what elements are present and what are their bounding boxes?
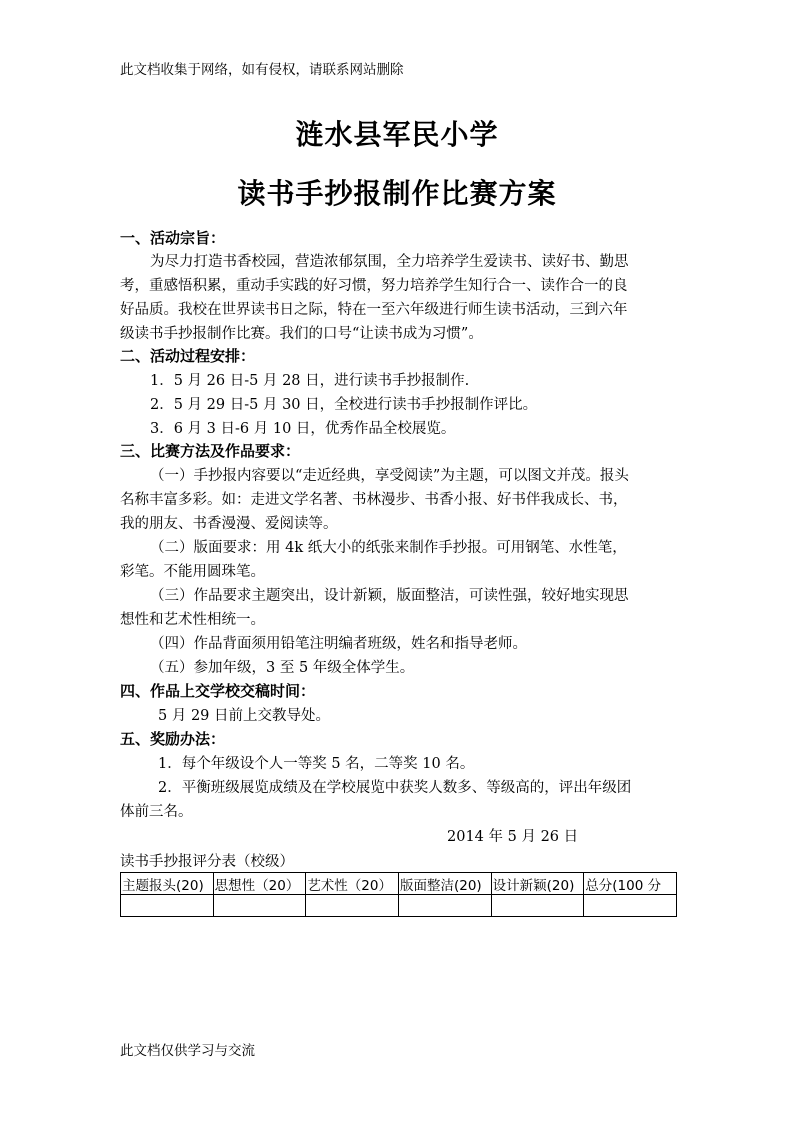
list-item: 2．平衡班级展览成绩及在学校展览中获奖人数多、等级高的，评出年级团 — [158, 780, 632, 796]
table-cell — [121, 895, 214, 917]
footer-note: 此文档仅供学习与交流 — [120, 1043, 255, 1059]
paragraph-line: 级读书手抄报制作比赛。我们的口号“让读书成为习惯”。 — [120, 326, 483, 342]
table-cell — [584, 895, 677, 917]
paragraph-line: （三）作品要求主题突出，设计新颖，版面整洁，可读性强，较好地实现思 — [150, 588, 629, 604]
paragraph-line: 5 月 29 日前上交教导处。 — [158, 708, 331, 724]
paragraph-line: 彩笔。不能用圆珠笔。 — [120, 564, 265, 580]
table-cell — [306, 895, 399, 917]
table-caption: 读书手抄报评分表（校级） — [120, 854, 294, 870]
score-table — [120, 872, 677, 917]
paragraph-line: 我的朋友、书香漫漫、爱阅读等。 — [120, 516, 338, 532]
table-header-cell: 主题报头(20) — [121, 873, 214, 895]
table-cell — [491, 895, 584, 917]
header-note: 此文档收集于网络，如有侵权，请联系网站删除 — [120, 62, 404, 78]
table-header-row — [121, 873, 677, 895]
section-heading-requirements: 三、比赛方法及作品要求： — [120, 442, 301, 460]
table-cell — [213, 895, 306, 917]
table-header-cell: 总分(100 分 — [584, 873, 677, 895]
table-cell — [398, 895, 491, 917]
paragraph-line: 考，重感悟积累，重动手实践的好习惯，努力培养学生知行合一、读作合一的良 — [120, 278, 628, 294]
paragraph-line: 好品质。我校在世界读书日之际，特在一至六年级进行师生读书活动，三到六年 — [120, 302, 628, 318]
section-heading-awards: 五、奖励办法： — [120, 730, 226, 748]
table-header-cell: 思想性（20） — [213, 873, 306, 895]
list-item: 2．5 月 29 日-5 月 30 日，全校进行读书手抄报制作评比。 — [150, 397, 538, 413]
paragraph-line: （二）版面要求：用 4k 纸大小的纸张来制作手抄报。可用钢笔、水性笔， — [150, 540, 627, 556]
paragraph-line: （一）手抄报内容要以“走近经典，享受阅读”为主题，可以图文并茂。报头 — [150, 468, 629, 484]
paragraph-line: 想性和艺术性相统一。 — [120, 612, 265, 628]
school-title: 涟水县军民小学 — [295, 118, 499, 151]
paragraph-line: （五）参加年级，3 至 5 年级全体学生。 — [150, 660, 415, 676]
section-heading-purpose: 一、活动宗旨： — [120, 229, 226, 247]
list-item: 1．每个年级设个人一等奖 5 名，二等奖 10 名。 — [158, 756, 475, 772]
table-header-cell: 版面整洁(20) — [398, 873, 491, 895]
section-heading-deadline: 四、作品上交学校交稿时间： — [120, 682, 316, 700]
list-item: 1．5 月 26 日-5 月 28 日，进行读书手抄报制作. — [150, 373, 470, 389]
document-date: 2014 年 5 月 26 日 — [447, 829, 579, 845]
section-heading-schedule: 二、活动过程安排： — [120, 347, 256, 365]
list-item: 3．6 月 3 日-6 月 10 日，优秀作品全校展览。 — [150, 421, 456, 437]
paragraph-line: （四）作品背面须用铅笔注明编者班级，姓名和指导老师。 — [150, 636, 527, 652]
document-title: 读书手抄报制作比赛方案 — [237, 177, 557, 210]
paragraph-line: 名称丰富多彩。如：走进文学名著、书林漫步、书香小报、好书伴我成长、书， — [120, 492, 628, 508]
table-header-cell: 设计新颖(20) — [491, 873, 584, 895]
table-header-cell: 艺术性（20） — [306, 873, 399, 895]
list-item: 体前三名。 — [120, 804, 193, 820]
table-row — [121, 895, 677, 917]
paragraph-line: 为尽力打造书香校园，营造浓郁氛围，全力培养学生爱读书、读好书、勤思 — [150, 254, 629, 270]
